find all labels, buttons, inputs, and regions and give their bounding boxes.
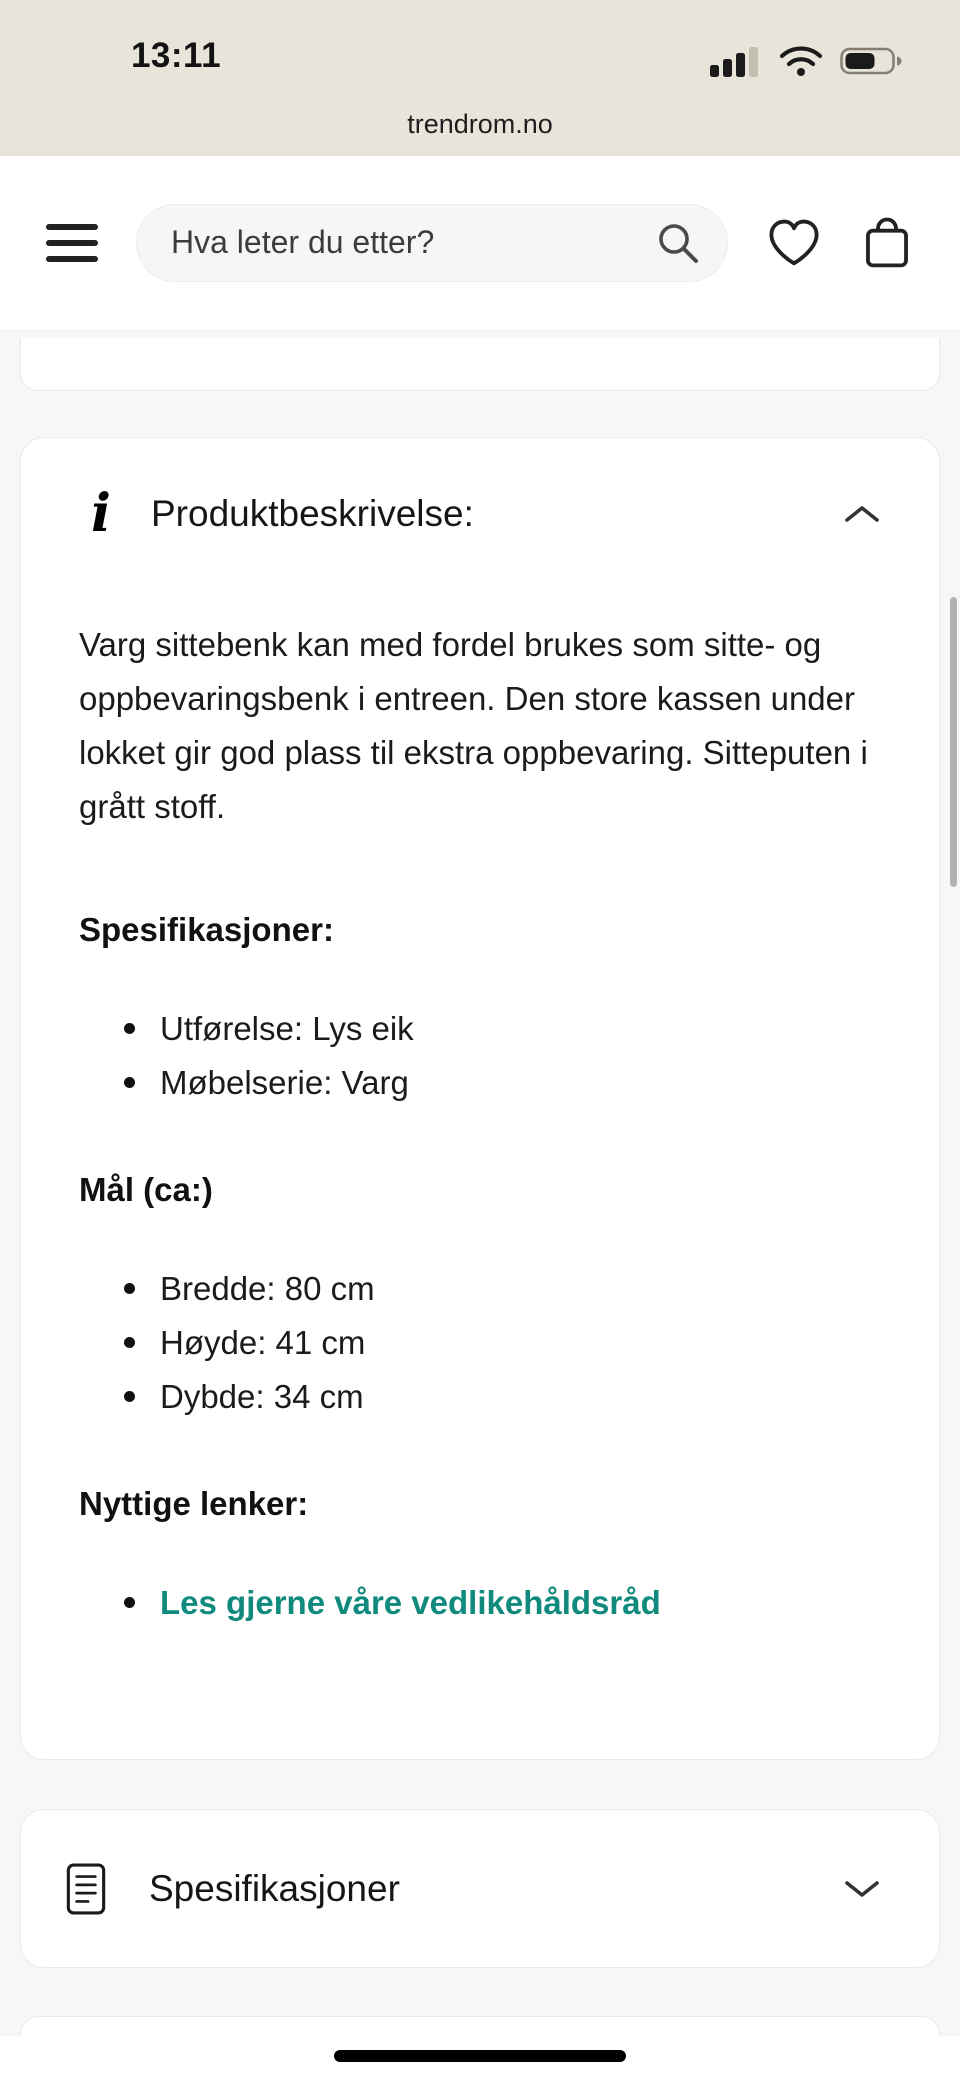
list-item: Utførelse: Lys eik [124,1002,881,1056]
home-indicator[interactable] [334,2050,626,2062]
status-icons [710,44,904,77]
menu-icon[interactable] [46,224,98,262]
document-lines-icon [65,1862,107,1916]
list-item: Dybde: 34 cm [124,1370,881,1424]
list-item: Høyde: 41 cm [124,1316,881,1370]
card-title: Spesifikasjoner [149,1867,400,1909]
chevron-down-icon[interactable] [843,1878,881,1900]
info-icon: i [91,483,111,544]
search-input[interactable] [171,224,655,261]
product-description-header[interactable] [79,483,881,544]
card-title: Produktbeskrivelse: [151,493,474,534]
shop-header [0,156,960,329]
list-item [124,1576,881,1630]
cart-bag-icon[interactable] [860,215,914,271]
battery-icon [840,45,904,77]
links-list [79,1576,881,1630]
chevron-up-icon[interactable] [843,503,881,525]
product-description-card [20,437,940,1760]
maintenance-link[interactable]: Les gjerne våre vedlikehåldsråd [160,1584,661,1621]
dimensions-list [79,1262,881,1424]
links-heading: Nyttige lenker: [79,1485,309,1522]
address-bar[interactable]: trendrom.no [407,109,553,139]
specifications-card[interactable] [20,1809,940,1968]
signal-icon [710,45,762,77]
list-item: Bredde: 80 cm [124,1262,881,1316]
dimensions-heading: Mål (ca:) [79,1171,213,1208]
search-bar[interactable] [136,204,728,282]
wifi-icon [778,44,824,77]
description-paragraph: Varg sittebenk kan med fordel brukes som sitte- og oppbevaringsbenk i entreen. Den store kassen under lokket gir god plass til ekstra oppbevaring. Sitteputen i grått stoff. [79,626,868,825]
spec-list [79,1002,881,1110]
clock: 13:11 [130,36,222,75]
list-item: Møbelserie: Varg [124,1056,881,1110]
previous-accordion-card-partial[interactable] [20,338,940,391]
search-icon[interactable] [655,220,701,266]
scrollbar-thumb[interactable] [950,597,957,887]
status-bar [0,0,960,156]
home-indicator-area [0,2036,960,2078]
wishlist-heart-icon[interactable] [766,217,822,269]
spec-heading: Spesifikasjoner: [79,911,334,948]
